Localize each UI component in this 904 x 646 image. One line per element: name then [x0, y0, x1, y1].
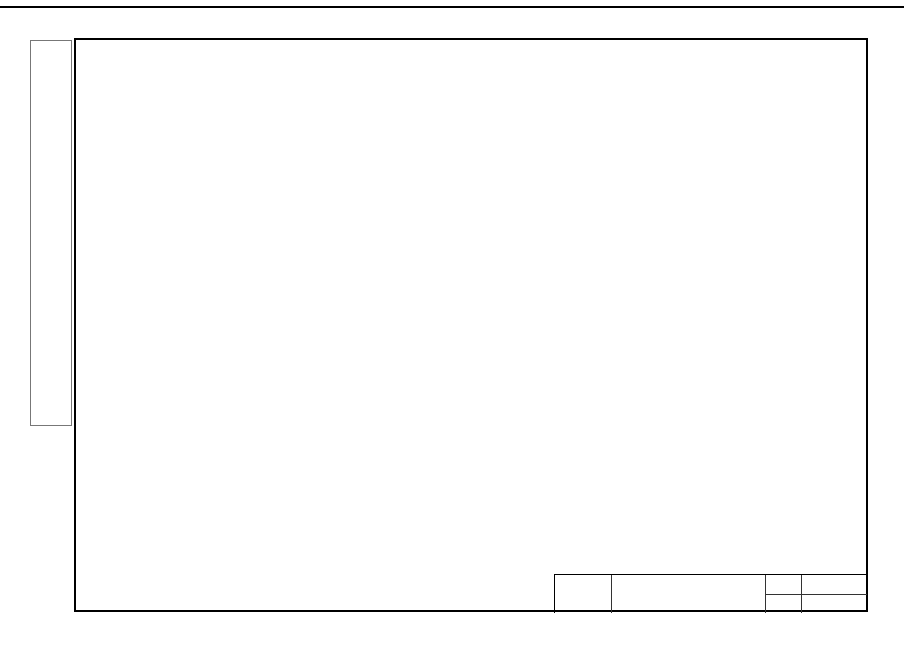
drawing-frame	[74, 38, 868, 612]
page-number-label	[765, 594, 802, 613]
atlas-number	[801, 575, 867, 595]
drawing-name	[611, 575, 766, 613]
signature-column	[30, 40, 72, 426]
top-rule	[0, 6, 904, 8]
atlas-number-label	[765, 575, 802, 595]
title-block	[554, 574, 867, 613]
drawing-name-label	[555, 575, 612, 613]
page-number	[801, 594, 867, 613]
